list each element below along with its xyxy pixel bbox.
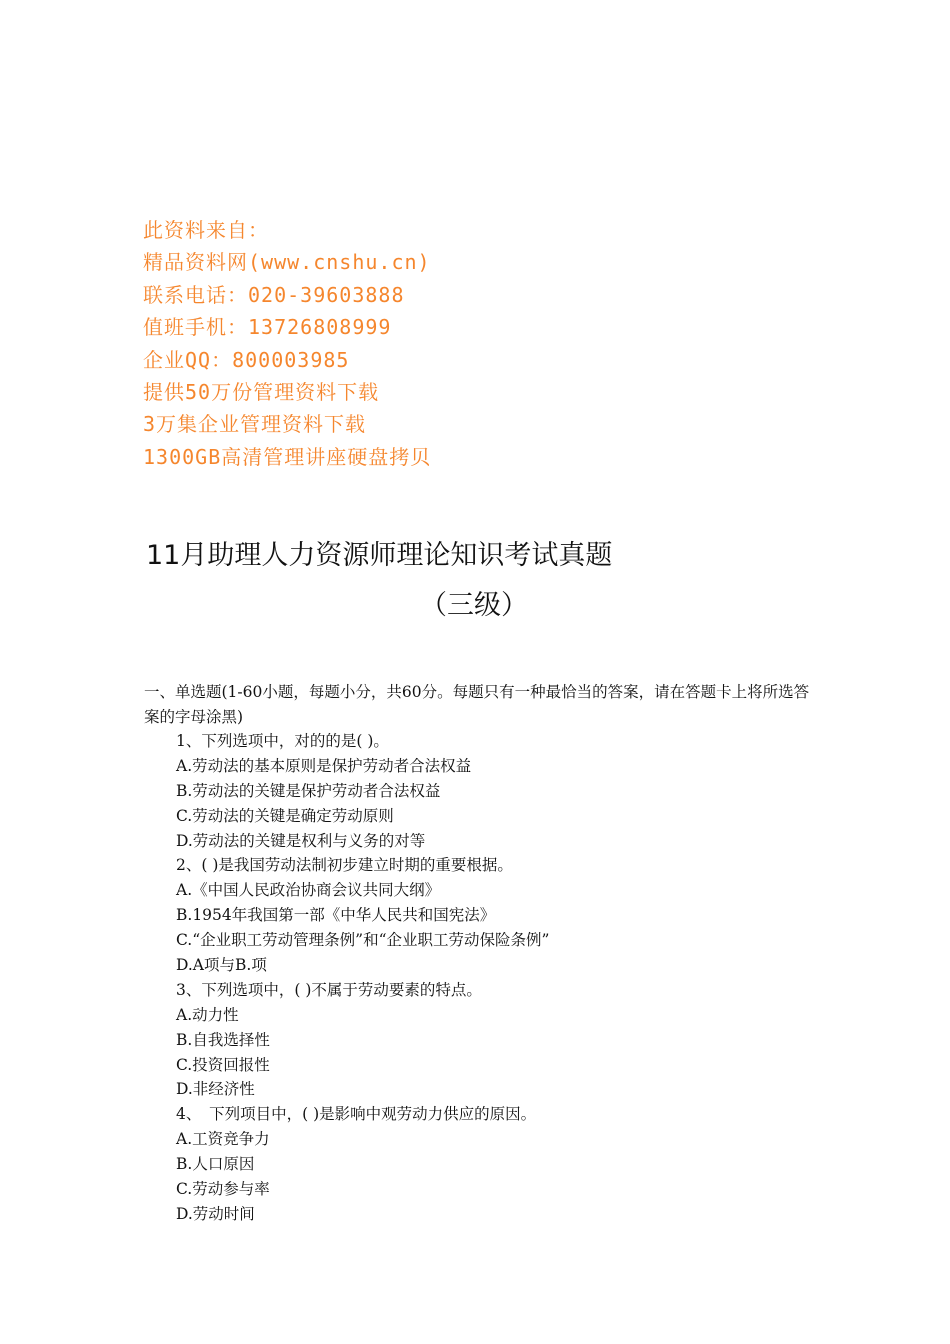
section-intro: 一、单选题(1-60小题，每题小分，共60分。每题只有一种最恰当的答案，请在答题卡上将所选答案的字母涂黑): [144, 683, 810, 726]
source-line-phone: 联系电话：020-39603888: [143, 282, 405, 307]
question-2-option-d: D.A项与B.项: [176, 956, 267, 975]
question-3-stem: 3、下列选项中，( )不属于劳动要素的特点。: [176, 980, 482, 999]
source-info-block: [143, 214, 431, 473]
source-line-website: 精品资料网(www.cnshu.cn): [143, 250, 431, 275]
question-1-option-b: B.劳动法的关键是保护劳动者合法权益: [176, 781, 441, 800]
question-list: [176, 729, 549, 1227]
question-3-option-c: C.投资回报性: [176, 1055, 270, 1074]
question-2-option-b: B.1954年我国第一部《中华人民共和国宪法》: [176, 906, 496, 925]
question-1-option-d: D.劳动法的关键是权利与义务的对等: [176, 831, 426, 850]
page-subtitle: （三级）: [420, 590, 528, 621]
question-3-option-b: B.自我选择性: [176, 1030, 270, 1049]
question-4-option-d: D.劳动时间: [176, 1204, 255, 1223]
question-2-option-c: C.“企业职工劳动管理条例”和“企业职工劳动保险条例”: [176, 931, 550, 950]
question-2-stem: 2、( )是我国劳动法制初步建立时期的重要根据。: [176, 856, 513, 875]
question-4-stem: 4、 下列项目中，( )是影响中观劳动力供应的原因。: [176, 1105, 537, 1124]
question-1-option-a: A.劳动法的基本原则是保护劳动者合法权益: [176, 756, 472, 775]
source-line-heading: 此资料来自：: [143, 218, 269, 242]
question-3-option-a: A.动力性: [176, 1005, 239, 1024]
source-line-mobile: 值班手机：13726808999: [143, 315, 392, 340]
page-title: 11月助理人力资源师理论知识考试真题: [146, 540, 613, 571]
question-1-option-c: C.劳动法的关键是确定劳动原则: [176, 806, 394, 825]
question-2-option-a: A.《中国人民政治协商会议共同大纲》: [176, 881, 441, 900]
source-line-offer-1: 提供50万份管理资料下载: [143, 379, 380, 404]
question-4-option-b: B.人口原因: [176, 1155, 255, 1174]
question-4-option-a: A.工资竞争力: [176, 1130, 270, 1149]
question-3-option-d: D.非经济性: [176, 1080, 255, 1099]
source-line-offer-3: 1300GB高清管理讲座硬盘拷贝: [143, 444, 432, 469]
question-1-stem: 1、下列选项中，对的的是( )。: [176, 732, 389, 750]
source-line-offer-2: 3万集企业管理资料下载: [143, 412, 367, 437]
source-line-qq: 企业QQ：800003985: [143, 347, 350, 372]
question-4-option-c: C.劳动参与率: [176, 1180, 270, 1199]
